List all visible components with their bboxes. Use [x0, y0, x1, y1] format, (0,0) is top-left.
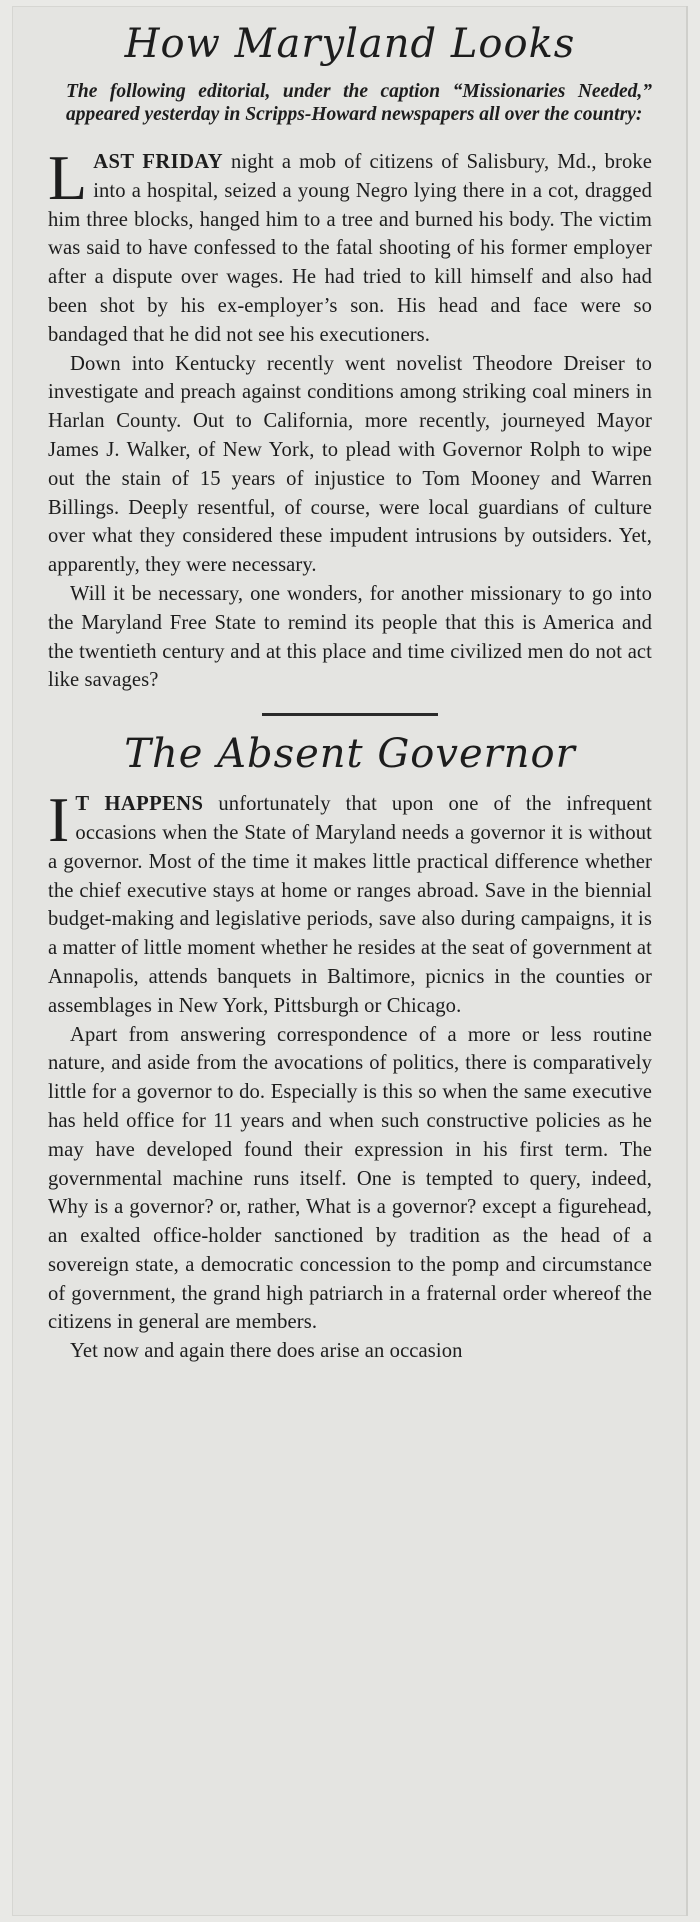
drop-cap-l: L	[48, 142, 88, 213]
paragraph-text: unfortunately that upon one of the infrequent occasions when the State of Maryland needs a governor it is without a governor. Most of the time it makes little practical difference whether the chief executive stays at home or ranges abroad. Save in the biennial budget-making and legislative periods, save also during campaigns, it is a matter of little moment whether he resides at the seat of government at Annapolis, attends banquets in Baltimore, picnics in the counties or assemblages in New York, Pittsburgh or Chicago.	[48, 793, 652, 1017]
editorial-title-how-maryland-looks: How Maryland Looks	[124, 21, 576, 67]
paper-edge	[686, 6, 688, 1916]
editorial-intro-note: The following editorial, under the caption “Missionaries Needed,” appeared yesterday in Scripps-Howard newspapers all over the country:	[66, 81, 652, 125]
editorial1-paragraph-3: Will it be necessary, one wonders, for another missionary to go into the Maryland Free State to remind its people that this is America and the twentieth century and at this place and time civilized men do not act like savages?	[48, 582, 652, 692]
editorial-title-absent-governor: The Absent Governor	[124, 731, 576, 778]
editorial2-paragraph-3: Yet now and again there does arise an occasion	[70, 1340, 463, 1363]
section-divider	[262, 713, 438, 716]
editorial2-paragraph-1	[48, 784, 652, 1020]
newspaper-clipping	[12, 6, 688, 1916]
drop-cap-i: I	[48, 784, 70, 856]
editorial1-paragraph-2: Down into Kentucky recently went novelist Theodore Dreiser to investigate and preach against conditions among striking coal miners in Harlan County. Out to California, more recently, journeyed Mayor James J. Walker, of New York, to plead with Governor Rolph to wipe out the stain of 15 years of injustice to Tom Mooney and Warren Billings. Deeply resentful, of course, were local guardians of culture over what they considered these impudent intrusions by outsiders. Yet, apparently, they were necessary.	[48, 352, 652, 577]
lead-in-text: T HAPPENS	[75, 793, 204, 816]
editorial-column	[48, 20, 652, 1366]
editorial2-paragraph-2: Apart from answering correspondence of a more or less routine nature, and aside from the avocations of politics, there is comparatively little for a governor to do. Especially is this so when the same executive has held office for 11 years and when such constructive policies as he may have developed found their expression in his first term. The governmental machine runs itself. One is tempted to query, indeed, Why is a governor? or, rather, What is a governor? except a figurehead, an exalted office-holder sanctioned by tradition as the head of a sovereign state, a democratic concession to the pomp and circumstance of government, the grand high patriarch in a fraternal order whereof the citizens in general are members.	[48, 1023, 652, 1334]
paragraph-text: night a mob of citizens of Salisbury, Md., broke into a hospital, seized a young Negro lying there in a cot, dragged him three blocks, hanged him to a tree and burned his body. The victim was said to have confessed to the fatal shooting of his former employer after a dispute over wages. He had tried to kill himself and also had been shot by his ex-employer’s son. His head and face were so bandaged that he did not see his executioners.	[48, 151, 652, 346]
editorial1-paragraph-1	[48, 142, 652, 350]
lead-in-text: AST FRIDAY	[93, 151, 224, 173]
